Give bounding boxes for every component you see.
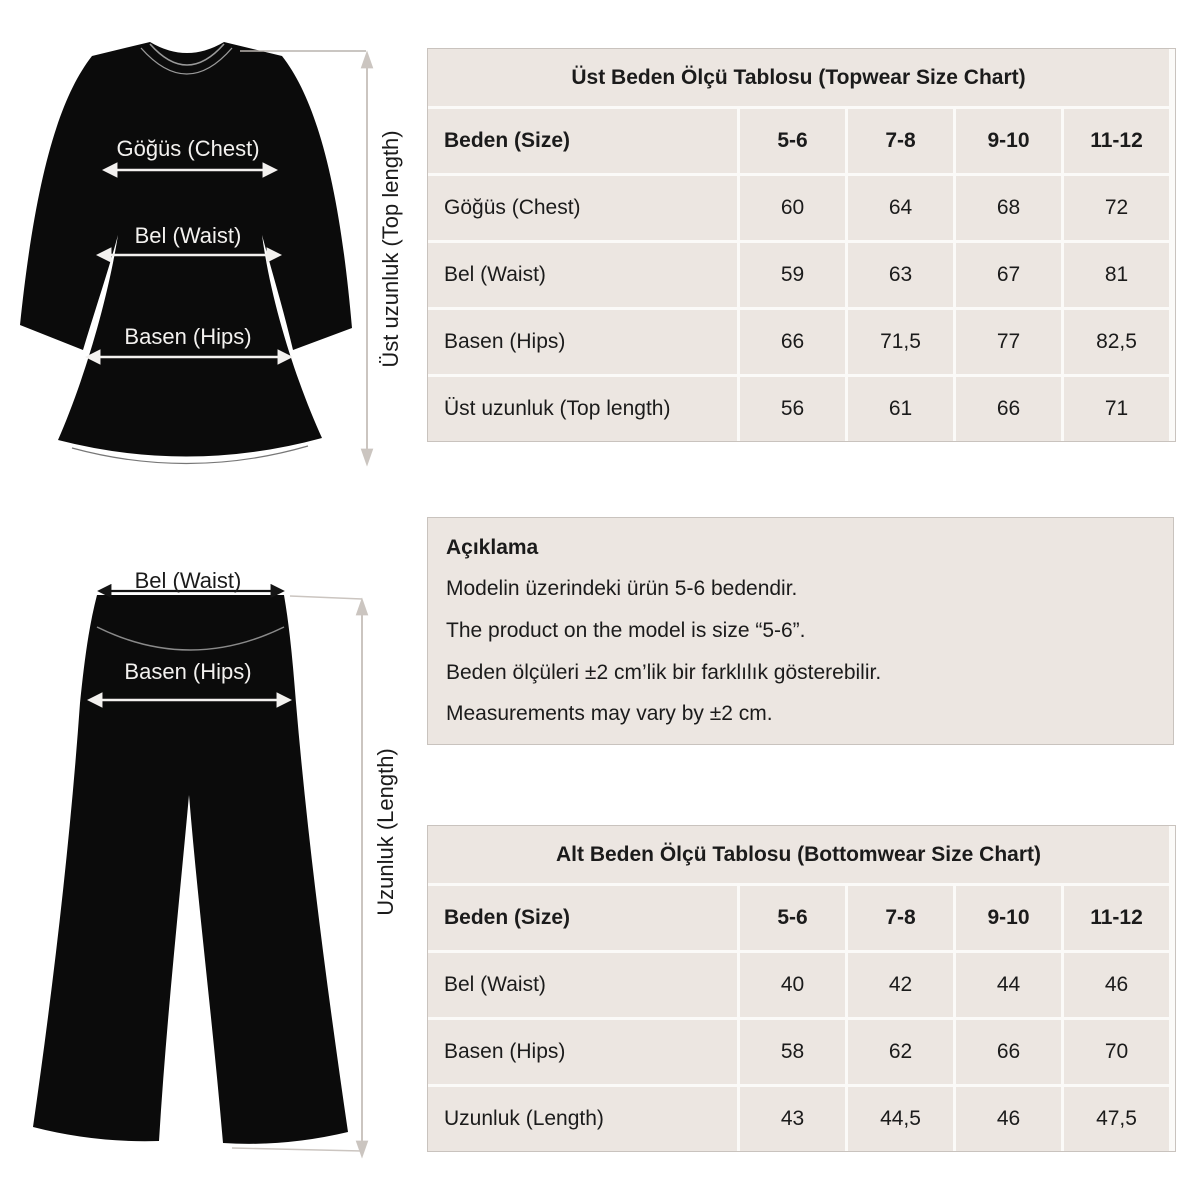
topwear-value: 81 bbox=[1064, 243, 1169, 307]
topwear-value: 56 bbox=[740, 377, 845, 441]
topwear-value: 60 bbox=[740, 176, 845, 240]
topwear-size-table bbox=[427, 48, 1176, 442]
bottomwear-value: 46 bbox=[956, 1087, 1061, 1151]
bottomwear-value: 43 bbox=[740, 1087, 845, 1151]
topwear-header-size: 9-10 bbox=[956, 109, 1061, 173]
bottomwear-value: 66 bbox=[956, 1020, 1061, 1084]
topwear-row-label: Bel (Waist) bbox=[428, 243, 737, 307]
topwear-garment-illustration bbox=[0, 10, 420, 510]
bottomwear-value: 47,5 bbox=[1064, 1087, 1169, 1151]
topwear-header-label: Beden (Size) bbox=[428, 109, 737, 173]
bottomwear-value: 70 bbox=[1064, 1020, 1169, 1084]
topwear-value: 68 bbox=[956, 176, 1061, 240]
top-length-label: Üst uzunluk (Top length) bbox=[378, 130, 403, 368]
bottomwear-value: 44 bbox=[956, 953, 1061, 1017]
tunic-waist-label: Bel (Waist) bbox=[134, 223, 242, 248]
bottomwear-header-size: 5-6 bbox=[740, 886, 845, 950]
topwear-value: 71,5 bbox=[848, 310, 953, 374]
topwear-value: 72 bbox=[1064, 176, 1169, 240]
bottomwear-row-label: Basen (Hips) bbox=[428, 1020, 737, 1084]
topwear-value: 64 bbox=[848, 176, 953, 240]
note-line: The product on the model is size “5-6”. bbox=[446, 618, 806, 642]
note-line: Modelin üzerindeki ürün 5-6 bedendir. bbox=[446, 577, 798, 601]
topwear-value: 59 bbox=[740, 243, 845, 307]
bottomwear-row-label: Bel (Waist) bbox=[428, 953, 737, 1017]
bottomwear-header-size: 11-12 bbox=[1064, 886, 1169, 950]
pants-waist-label: Bel (Waist) bbox=[134, 568, 242, 593]
topwear-value: 61 bbox=[848, 377, 953, 441]
note-line: Measurements may vary by ±2 cm. bbox=[446, 702, 773, 726]
tunic-chest-label: Göğüs (Chest) bbox=[116, 136, 260, 161]
bottomwear-header-label: Beden (Size) bbox=[428, 886, 737, 950]
length-leader-bottom bbox=[232, 1148, 362, 1151]
notes-box bbox=[427, 517, 1174, 745]
notes-title: Açıklama bbox=[446, 535, 539, 559]
bottomwear-value: 44,5 bbox=[848, 1087, 953, 1151]
tunic-silhouette bbox=[20, 42, 352, 457]
bottomwear-garment-illustration bbox=[0, 555, 420, 1185]
bottomwear-value: 40 bbox=[740, 953, 845, 1017]
topwear-value: 67 bbox=[956, 243, 1061, 307]
bottomwear-header-size: 9-10 bbox=[956, 886, 1061, 950]
bottomwear-value: 42 bbox=[848, 953, 953, 1017]
topwear-row-label: Üst uzunluk (Top length) bbox=[428, 377, 737, 441]
topwear-value: 66 bbox=[956, 377, 1061, 441]
topwear-table-title: Üst Beden Ölçü Tablosu (Topwear Size Chart) bbox=[428, 49, 1169, 106]
bottom-length-label: Uzunluk (Length) bbox=[373, 748, 398, 916]
topwear-value: 66 bbox=[740, 310, 845, 374]
tunic-hips-label: Basen (Hips) bbox=[124, 324, 252, 349]
length-leader-top bbox=[290, 596, 362, 599]
bottomwear-value: 46 bbox=[1064, 953, 1169, 1017]
topwear-row-label: Göğüs (Chest) bbox=[428, 176, 737, 240]
topwear-value: 63 bbox=[848, 243, 953, 307]
topwear-header-size: 11-12 bbox=[1064, 109, 1169, 173]
bottomwear-size-table bbox=[427, 825, 1176, 1152]
bottomwear-row-label: Uzunluk (Length) bbox=[428, 1087, 737, 1151]
note-line: Beden ölçüleri ±2 cm’lik bir farklılık gösterebilir. bbox=[446, 660, 882, 684]
bottomwear-table-title: Alt Beden Ölçü Tablosu (Bottomwear Size Chart) bbox=[428, 826, 1169, 883]
topwear-row-label: Basen (Hips) bbox=[428, 310, 737, 374]
bottomwear-header-size: 7-8 bbox=[848, 886, 953, 950]
pants-hips-label: Basen (Hips) bbox=[124, 659, 252, 684]
topwear-header-size: 5-6 bbox=[740, 109, 845, 173]
bottomwear-value: 62 bbox=[848, 1020, 953, 1084]
topwear-value: 71 bbox=[1064, 377, 1169, 441]
topwear-value: 82,5 bbox=[1064, 310, 1169, 374]
topwear-header-size: 7-8 bbox=[848, 109, 953, 173]
bottomwear-value: 58 bbox=[740, 1020, 845, 1084]
topwear-value: 77 bbox=[956, 310, 1061, 374]
